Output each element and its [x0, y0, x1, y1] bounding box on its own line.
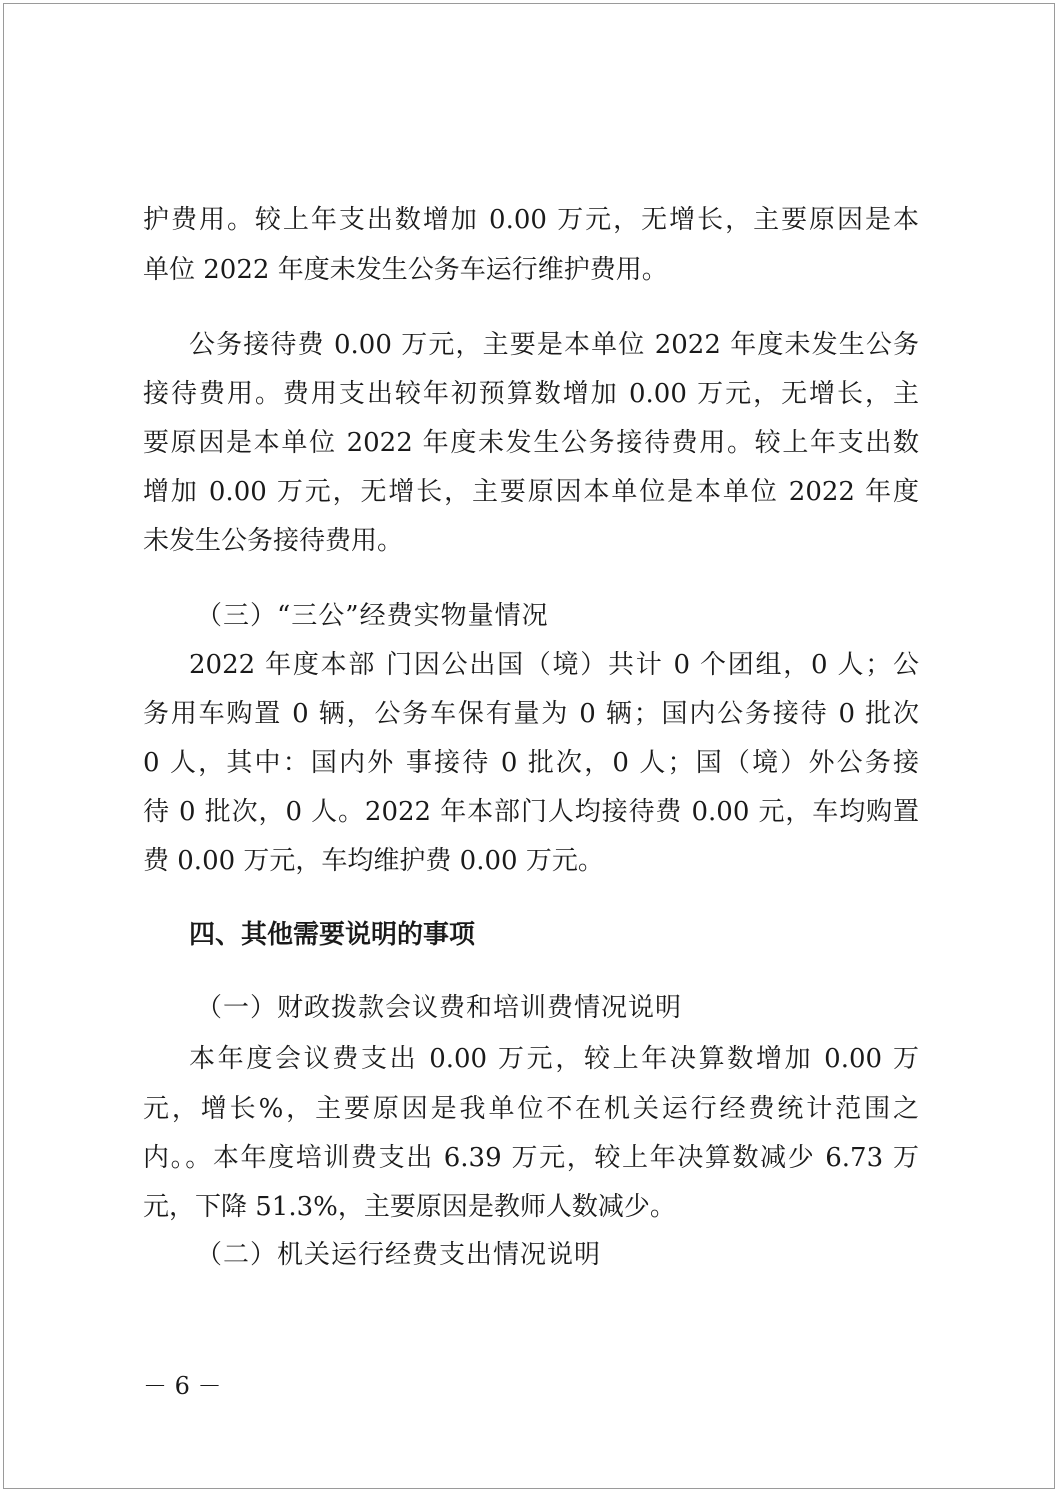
para2-line3: 要原因是本单位 2022 年度未发生公务接待费用。较上年支出数 [143, 428, 919, 458]
sub2-heading: （二）机关运行经费支出情况说明 [196, 1240, 602, 1270]
para2-line5: 未发生公务接待费用。 [143, 526, 404, 556]
para2-line1: 公务接待费 0.00 万元，主要是本单位 2022 年度未发生公务 [189, 330, 919, 360]
sub1-heading: （一）财政拨款会议费和培训费情况说明 [196, 993, 683, 1023]
para2-line2: 接待费用。费用支出较年初预算数增加 0.00 万元，无增长，主 [143, 379, 919, 409]
para1-line2: 单位 2022 年度未发生公务车运行维护费用。 [143, 255, 668, 285]
para3-line2: 务用车购置 0 辆，公务车保有量为 0 辆；国内公务接待 0 批次 [143, 699, 919, 729]
para4-line3: 内。。本年度培训费支出 6.39 万元，较上年决算数减少 6.73 万 [143, 1143, 919, 1173]
para3-line4: 待 0 批次，0 人。2022 年本部门人均接待费 0.00 元，车均购置 [143, 797, 919, 827]
section4-heading: 四、其他需要说明的事项 [189, 920, 476, 950]
para4-line2: 元，增长%，主要原因是我单位不在机关运行经费统计范围之 [143, 1094, 919, 1124]
section3-heading: （三）“三公”经费实物量情况 [196, 601, 549, 631]
para4-line1: 本年度会议费支出 0.00 万元，较上年决算数增加 0.00 万 [189, 1044, 919, 1074]
para4-line4: 元，下降 51.3%，主要原因是教师人数减少。 [143, 1192, 676, 1222]
para1-line1: 护费用。较上年支出数增加 0.00 万元，无增长，主要原因是本 [143, 205, 919, 235]
para3-line3: 0 人，其中：国内外 事接待 0 批次，0 人；国（境）外公务接 [143, 748, 919, 778]
para2-line4: 增加 0.00 万元，无增长，主要原因本单位是本单位 2022 年度 [143, 477, 919, 507]
para3-line5: 费 0.00 万元，车均维护费 0.00 万元。 [143, 846, 604, 876]
page-number: － 6 － [143, 1372, 222, 1400]
para3-line1: 2022 年度本部 门因公出国（境）共计 0 个团组，0 人；公 [189, 650, 919, 680]
